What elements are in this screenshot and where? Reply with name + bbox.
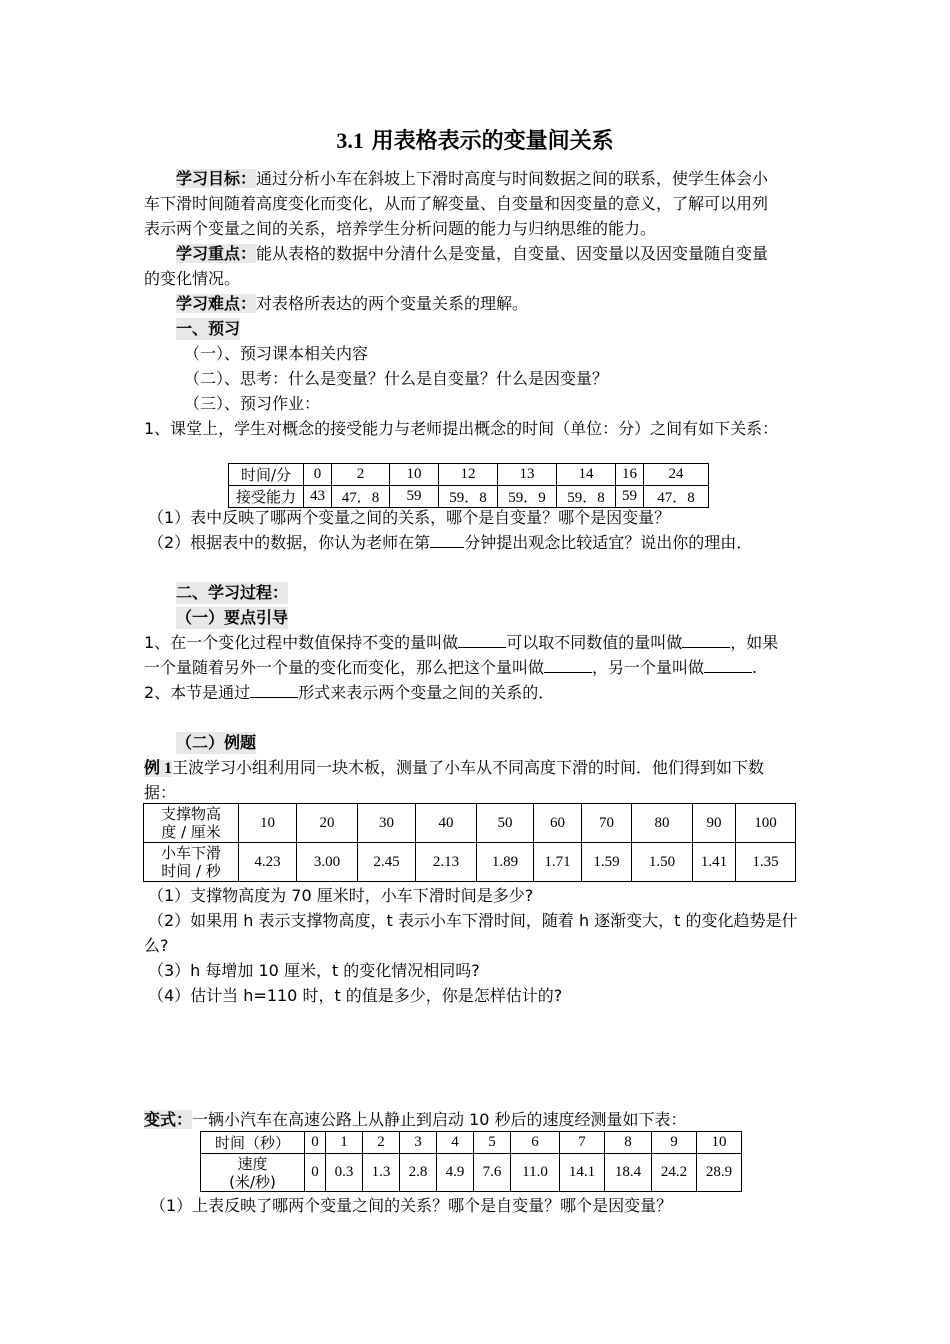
- table-cell: 1.71: [534, 843, 582, 882]
- table-cell: 1.3: [363, 1154, 400, 1192]
- goal-line1: 学习目标：通过分析小车在斜坡上下滑时高度与时间数据之间的联系，使学生体会小: [176, 169, 769, 188]
- table-header-speed: 速度 (米/秒): [201, 1154, 305, 1192]
- table-cell: 7.6: [474, 1154, 511, 1192]
- table-cell: 0: [304, 464, 332, 486]
- preview-item-1: （一）、预习课本相关内容: [184, 344, 369, 363]
- answer-blank: [544, 658, 592, 673]
- table-cell: 59．9: [498, 486, 557, 508]
- table-cell: 11.0: [511, 1154, 560, 1192]
- example-heading: （二）例题: [176, 733, 257, 752]
- table-cell: 8: [605, 1132, 652, 1154]
- example-question-2-cont: 么?: [144, 936, 169, 955]
- process-para-2: 一个量随着另外一个量的变化而变化，那么把这个量叫做 ，另一个量叫做 .: [144, 658, 758, 677]
- table-cell: 1.35: [736, 843, 796, 882]
- table-cell: 14.1: [560, 1154, 605, 1192]
- table-cell: 59: [616, 486, 644, 508]
- table-cell: 24: [644, 464, 709, 486]
- table-cell: 5: [474, 1132, 511, 1154]
- preview-question-1: 1、课堂上，学生对概念的接受能力与老师提出概念的时间（单位：分）之间有如下关系：: [144, 419, 779, 438]
- example-line1: 例 1王波学习小组利用同一块木板，测量了小车从不同高度下滑的时间．他们得到如下数: [144, 758, 765, 777]
- table-cell: 3.00: [297, 843, 358, 882]
- difficulty-line: 学习难点：对表格所表达的两个变量关系的理解。: [176, 294, 529, 313]
- variant-question-1: （1）上表反映了哪两个变量之间的关系？哪个是自变量？哪个是因变量？: [150, 1196, 673, 1215]
- page-title: 3.1 用表格表示的变量间关系: [336, 128, 614, 154]
- table-cell: 47．8: [644, 486, 709, 508]
- preview-table: [228, 463, 709, 508]
- answer-blank: [430, 533, 464, 548]
- table-cell: 2: [332, 464, 390, 486]
- table-cell: 80: [632, 804, 693, 843]
- example-question-3: （3）h 每增加 10 厘米，t 的变化情况相同吗?: [148, 961, 480, 980]
- table-cell: 2.13: [416, 843, 477, 882]
- answer-blank: [704, 658, 752, 673]
- table-cell: 0: [305, 1154, 326, 1192]
- table-cell: 4: [437, 1132, 474, 1154]
- goal-line3: 表示两个变量之间的关系，培养学生分析问题的能力与归纳思维的能力。: [144, 219, 657, 238]
- table-cell: 4.9: [437, 1154, 474, 1192]
- table-header-height: 支撑物高 度 / 厘米: [144, 804, 239, 843]
- process-para-1: 1、在一个变化过程中数值保持不变的量叫做 可以取不同数值的量叫做 ，如果: [144, 633, 779, 652]
- key-line1: 学习重点：能从表格的数据中分清什么是变量，自变量、因变量以及因变量随自变量: [176, 244, 769, 263]
- table-cell: 13: [498, 464, 557, 486]
- table-cell: 14: [557, 464, 616, 486]
- table-cell: 18.4: [605, 1154, 652, 1192]
- table-cell: 50: [477, 804, 534, 843]
- table-cell: 6: [511, 1132, 560, 1154]
- example-question-2: （2）如果用 h 表示支撑物高度，t 表示小车下滑时间，随着 h 逐渐变大，t 的变化趋势是什: [148, 911, 798, 930]
- table-header-time: 时间（秒）: [201, 1132, 305, 1154]
- example-line2: 据：: [144, 783, 177, 802]
- table-cell: 59．8: [557, 486, 616, 508]
- table-cell: 24.2: [652, 1154, 697, 1192]
- variant-table: [200, 1131, 742, 1192]
- table-cell: 2.45: [358, 843, 416, 882]
- answer-blank: [682, 633, 730, 648]
- table-cell: 12: [439, 464, 498, 486]
- table-cell: 43: [304, 486, 332, 508]
- example-table: [143, 803, 796, 882]
- table-cell: 40: [416, 804, 477, 843]
- table-cell: 3: [400, 1132, 437, 1154]
- table-cell: 1.41: [693, 843, 736, 882]
- process-para-3: 2、本节是通过 形式来表示两个变量之间的关系的．: [144, 683, 555, 702]
- table-cell: 47．8: [332, 486, 390, 508]
- table-cell: 10: [390, 464, 439, 486]
- preview-sub-question-2: （2）根据表中的数据，你认为老师在第 分钟提出观念比较适宜？说出你的理由．: [148, 533, 753, 552]
- table-cell: 1.59: [582, 843, 632, 882]
- table-cell: 9: [652, 1132, 697, 1154]
- preview-sub-question-1: （1）表中反映了哪两个变量之间的关系，哪个是自变量？哪个是因变量？: [148, 508, 671, 527]
- table-cell: 1.50: [632, 843, 693, 882]
- table-cell: 60: [534, 804, 582, 843]
- table-cell: 1.89: [477, 843, 534, 882]
- table-cell: 59．8: [439, 486, 498, 508]
- process-sub-heading: （一）要点引导: [176, 608, 289, 627]
- table-header-time: 时间/分: [229, 464, 304, 486]
- table-cell: 1: [326, 1132, 363, 1154]
- key-line2: 的变化情况。: [144, 269, 241, 288]
- table-cell: 4.23: [239, 843, 297, 882]
- example-question-4: （4）估计当 h=110 时，t 的值是多少，你是怎样估计的?: [148, 986, 563, 1005]
- preview-item-2: （二）、思考：什么是变量？什么是自变量？什么是因变量？: [184, 369, 609, 388]
- preview-item-3: （三）、预习作业：: [184, 394, 321, 413]
- variant-line: 变式：一辆小汽车在高速公路上从静止到启动 10 秒后的速度经测量如下表：: [144, 1110, 687, 1129]
- table-cell: 90: [693, 804, 736, 843]
- table-cell: 2.8: [400, 1154, 437, 1192]
- table-header-ability: 接受能力: [229, 486, 304, 508]
- table-cell: 10: [239, 804, 297, 843]
- process-heading: 二、学习过程：: [176, 583, 289, 602]
- table-cell: 30: [358, 804, 416, 843]
- table-cell: 20: [297, 804, 358, 843]
- table-cell: 100: [736, 804, 796, 843]
- example-question-1: （1）支撑物高度为 70 厘米时，小车下滑时间是多少?: [148, 886, 534, 905]
- answer-blank: [250, 683, 298, 698]
- table-cell: 59: [390, 486, 439, 508]
- table-cell: 7: [560, 1132, 605, 1154]
- table-cell: 0: [305, 1132, 326, 1154]
- table-header-time: 小车下滑 时间 / 秒: [144, 843, 239, 882]
- table-cell: 16: [616, 464, 644, 486]
- table-cell: 28.9: [697, 1154, 742, 1192]
- answer-blank: [458, 633, 506, 648]
- table-cell: 2: [363, 1132, 400, 1154]
- table-cell: 70: [582, 804, 632, 843]
- goal-line2: 车下滑时间随着高度变化而变化，从而了解变量、自变量和因变量的意义，了解可以用列: [144, 194, 769, 213]
- table-cell: 0.3: [326, 1154, 363, 1192]
- preview-heading: 一、预习: [176, 319, 241, 338]
- table-cell: 10: [697, 1132, 742, 1154]
